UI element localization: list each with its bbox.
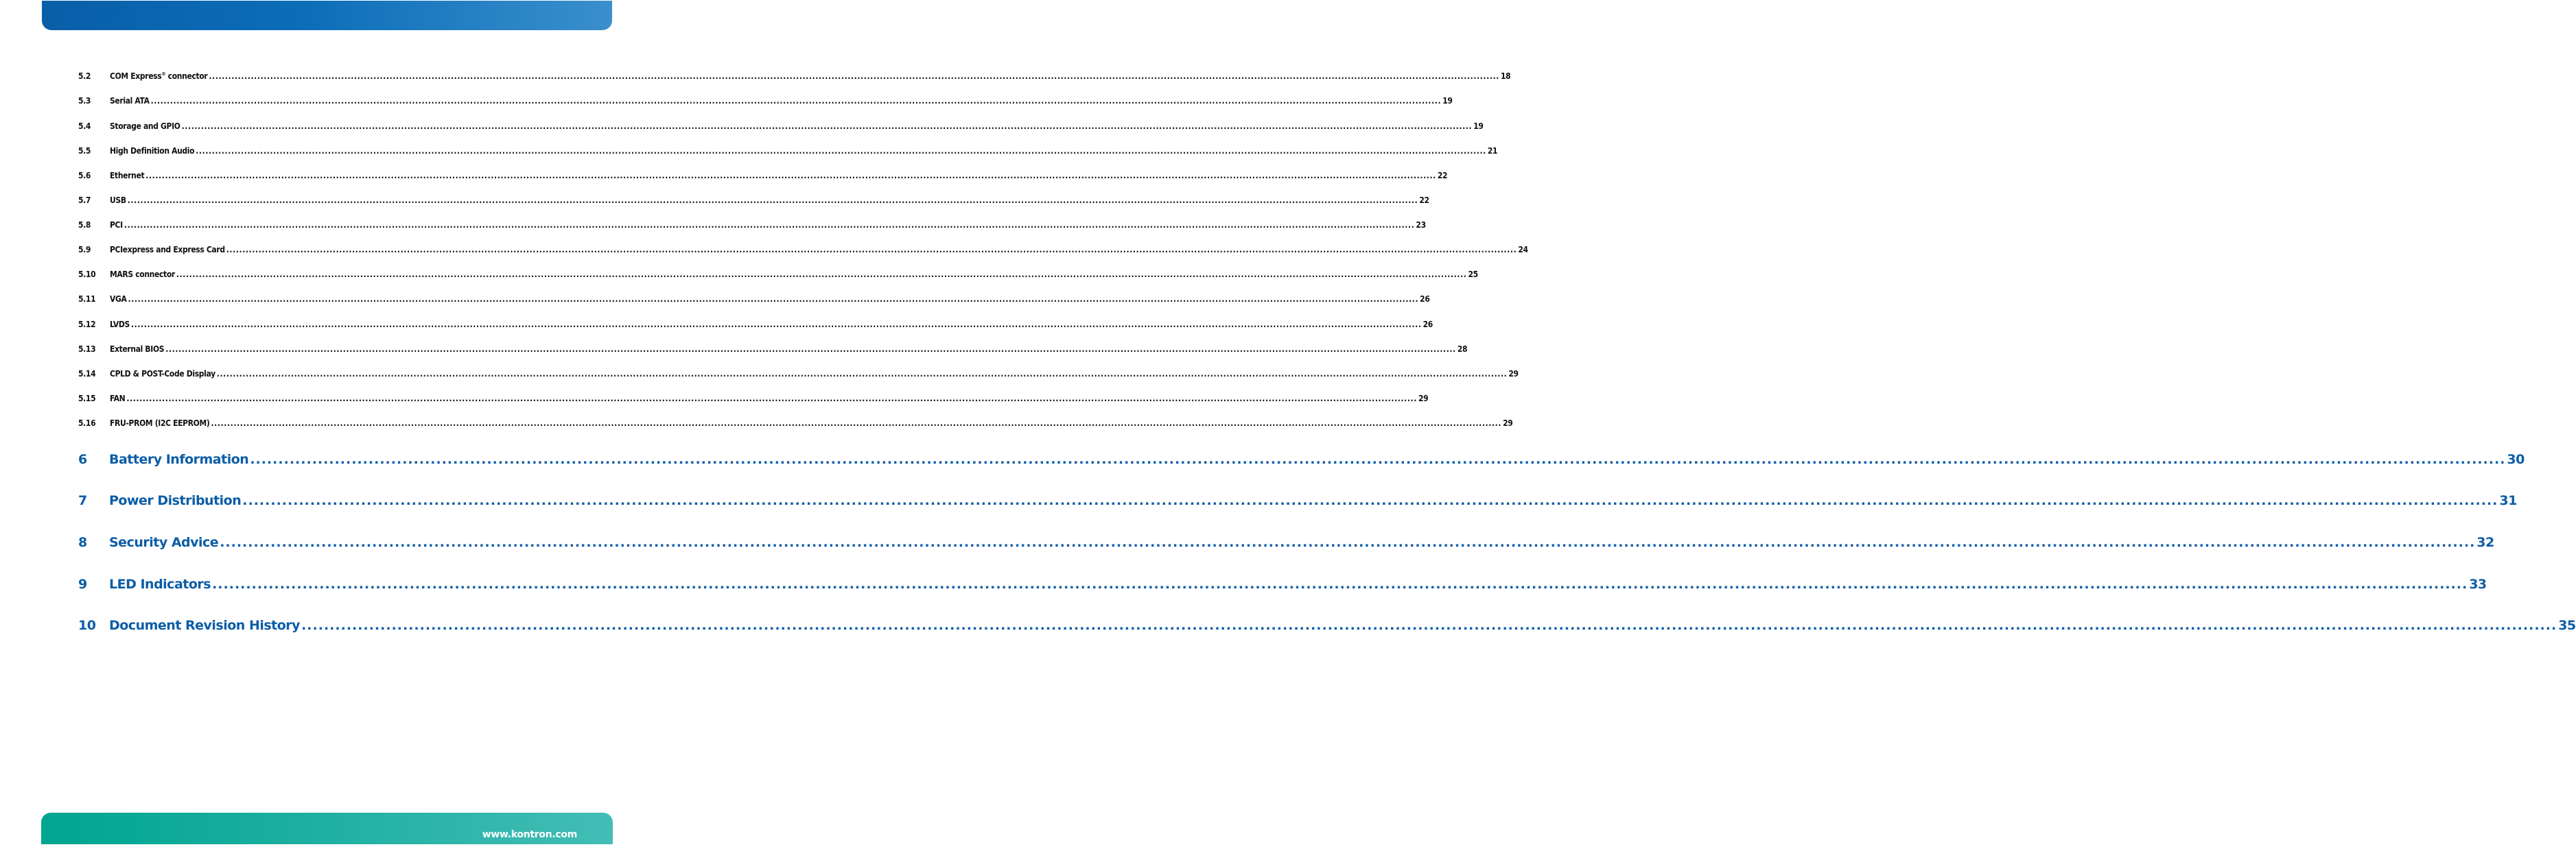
toc-entry-page-number: 29	[1418, 394, 1429, 403]
toc-subsection-entry[interactable]	[78, 96, 1453, 107]
dot-leader: ................................................................................................................................................................................................................................................................................................................................................................................................................	[128, 294, 1419, 304]
toc-entry-page-number: 26	[1422, 320, 1433, 329]
toc-entry-number: 5.10	[78, 270, 96, 279]
dot-leader: ................................................................................................................................................................................................................................................................................................................................................................................................................	[124, 220, 1415, 230]
dot-leader: ................................................................................................................................................................................................................................................................................................................................................................................................................	[220, 535, 2476, 550]
toc-entry-number: 5.4	[78, 121, 91, 131]
dot-leader: ................................................................................................................................................................................................................................................................................................................................................................................................................	[130, 320, 1422, 329]
dot-leader: ................................................................................................................................................................................................................................................................................................................................................................................................................	[250, 452, 2506, 467]
toc-entry-title-text: USB	[110, 195, 126, 205]
toc-entry-title	[109, 577, 212, 592]
dot-leader: ................................................................................................................................................................................................................................................................................................................................................................................................................	[301, 618, 2557, 633]
toc-entry-page-number: 23	[1416, 220, 1426, 230]
dot-leader: ................................................................................................................................................................................................................................................................................................................................................................................................................	[126, 394, 1417, 403]
toc-subsection-entry[interactable]	[78, 294, 1430, 305]
toc-entry-title-text: CPLD & POST-Code Display	[110, 369, 215, 379]
dot-leader: ................................................................................................................................................................................................................................................................................................................................................................................................................	[226, 245, 1517, 254]
toc-subsection-entry[interactable]	[78, 418, 1513, 429]
toc-entry-number: 5.15	[78, 394, 96, 403]
toc-entry-title-text: VGA	[110, 294, 127, 304]
toc-entry-title-text: Storage and GPIO	[110, 121, 180, 131]
toc-entry-number: 5.9	[78, 245, 91, 254]
toc-entry-number: 5.7	[78, 195, 91, 205]
dot-leader: ................................................................................................................................................................................................................................................................................................................................................................................................................	[181, 121, 1473, 131]
dot-leader: ................................................................................................................................................................................................................................................................................................................................................................................................................	[209, 71, 1499, 81]
toc-entry-page-number: 35	[2558, 618, 2576, 633]
toc-entry-title-text: FAN	[110, 394, 126, 403]
footer-url-link[interactable]: www.kontron.com	[482, 829, 577, 840]
toc-entry-number: 5.3	[78, 96, 91, 106]
toc-entry-number: 5.2	[78, 71, 91, 81]
toc-entry-page-number: 25	[1468, 270, 1478, 279]
toc-entry-title	[110, 195, 128, 205]
toc-entry-title-text: Ethernet	[110, 171, 145, 180]
toc-subsection-entry[interactable]	[78, 220, 1426, 231]
toc-entry-page-number: 22	[1419, 195, 1429, 205]
toc-entry-title	[110, 344, 165, 354]
toc-entry-page-number: 24	[1518, 245, 1528, 254]
toc-subsection-entry[interactable]	[78, 245, 1528, 256]
dot-leader: ................................................................................................................................................................................................................................................................................................................................................................................................................	[150, 96, 1442, 106]
toc-subsection-entry[interactable]	[78, 171, 1448, 182]
toc-entry-title-text: Battery Information	[109, 452, 249, 467]
toc-subsection-entry[interactable]	[78, 320, 1433, 331]
toc-chapter-entry[interactable]	[78, 577, 2487, 595]
toc-entry-number: 5.8	[78, 220, 91, 230]
toc-subsection-entry[interactable]	[78, 344, 1468, 355]
toc-entry-page-number: 30	[2507, 452, 2525, 467]
header-banner	[42, 1, 612, 30]
toc-entry-title	[110, 369, 217, 379]
toc-subsection-entry[interactable]	[78, 270, 1478, 281]
toc-subsection-entry[interactable]	[78, 146, 1498, 157]
toc-entry-number: 5.12	[78, 320, 96, 329]
toc-entry-number: 8	[78, 535, 87, 550]
toc-entry-title-text: MARS connector	[110, 270, 175, 279]
dot-leader: ................................................................................................................................................................................................................................................................................................................................................................................................................	[127, 195, 1418, 205]
toc-entry-title-text: PCIexpress and Express Card	[110, 245, 225, 254]
toc-entry-title	[110, 294, 128, 304]
toc-entry-title	[110, 146, 196, 156]
dot-leader: ................................................................................................................................................................................................................................................................................................................................................................................................................	[212, 577, 2468, 592]
toc-entry-number: 10	[78, 618, 96, 633]
toc-chapter-entry[interactable]	[78, 618, 2576, 636]
toc-entry-title	[110, 220, 124, 230]
toc-chapter-entry[interactable]	[78, 535, 2494, 553]
toc-subsection-entry[interactable]	[78, 71, 1511, 82]
toc-entry-title-suffix: connector	[165, 71, 208, 81]
toc-entry-title	[110, 96, 151, 106]
toc-entry-title-text: FRU-PROM (I2C EEPROM)	[110, 418, 210, 428]
toc-entry-title-text: LVDS	[110, 320, 130, 329]
toc-entry-title	[110, 394, 126, 403]
toc-entry-number: 9	[78, 577, 87, 592]
dot-leader: ................................................................................................................................................................................................................................................................................................................................................................................................................	[176, 270, 1467, 279]
toc-entry-title	[109, 493, 242, 508]
toc-entry-title-text: External BIOS	[110, 344, 165, 354]
toc-entry-number: 6	[78, 452, 87, 467]
toc-entry-title-text: Security Advice	[109, 535, 219, 550]
toc-entry-title-text: LED Indicators	[109, 577, 211, 592]
registered-trademark-mark: ®	[161, 71, 166, 77]
toc-entry-number: 5.16	[78, 418, 96, 428]
toc-entry-page-number: 18	[1500, 71, 1511, 81]
toc-entry-title	[109, 452, 250, 467]
toc-entry-page-number: 22	[1437, 171, 1448, 180]
toc-entry-number: 5.5	[78, 146, 91, 156]
dot-leader: ................................................................................................................................................................................................................................................................................................................................................................................................................	[211, 418, 1502, 428]
toc-entry-page-number: 33	[2469, 577, 2487, 592]
toc-chapter-entry[interactable]	[78, 493, 2517, 511]
toc-entry-title	[110, 121, 182, 131]
toc-entry-page-number: 21	[1487, 146, 1498, 156]
toc-entry-title-text: Power Distribution	[109, 493, 242, 508]
toc-entry-title	[110, 270, 176, 279]
toc-chapter-entry[interactable]	[78, 452, 2525, 470]
dot-leader: ................................................................................................................................................................................................................................................................................................................................................................................................................	[165, 344, 1456, 354]
toc-entry-title	[110, 171, 145, 180]
toc-entry-title	[110, 245, 226, 254]
toc-entry-number: 5.13	[78, 344, 96, 354]
toc-subsection-entry[interactable]	[78, 121, 1484, 132]
toc-entry-page-number: 29	[1503, 418, 1513, 428]
toc-entry-title-text: PCI	[110, 220, 123, 230]
toc-entry-title-text: High Definition Audio	[110, 146, 195, 156]
toc-entry-number: 5.11	[78, 294, 96, 304]
toc-entry-page-number: 28	[1457, 344, 1468, 354]
toc-entry-page-number: 31	[2499, 493, 2517, 508]
toc-entry-number: 7	[78, 493, 87, 508]
dot-leader: ................................................................................................................................................................................................................................................................................................................................................................................................................	[145, 171, 1436, 180]
toc-entry-page-number: 19	[1442, 96, 1453, 106]
dot-leader: ................................................................................................................................................................................................................................................................................................................................................................................................................	[216, 369, 1508, 379]
toc-entry-title	[109, 535, 220, 550]
toc-entry-title	[110, 418, 211, 428]
dot-leader: ................................................................................................................................................................................................................................................................................................................................................................................................................	[196, 146, 1486, 156]
toc-entry-number: 5.6	[78, 171, 91, 180]
toc-entry-page-number: 29	[1508, 369, 1519, 379]
toc-subsection-entry[interactable]	[78, 369, 1519, 380]
toc-entry-page-number: 32	[2477, 535, 2494, 550]
toc-entry-title-text: COM Express	[110, 71, 162, 81]
toc-entry-page-number: 19	[1473, 121, 1484, 131]
toc-entry-title	[110, 71, 209, 81]
toc-entry-title-text: Serial ATA	[110, 96, 150, 106]
toc-entry-title	[110, 320, 131, 329]
dot-leader: ................................................................................................................................................................................................................................................................................................................................................................................................................	[242, 493, 2498, 508]
toc-entry-title-text: Document Revision History	[109, 618, 301, 633]
toc-subsection-entry[interactable]	[78, 394, 1429, 405]
toc-entry-title	[109, 618, 301, 633]
toc-entry-page-number: 26	[1420, 294, 1430, 304]
toc-subsection-entry[interactable]	[78, 195, 1429, 206]
toc-entry-number: 5.14	[78, 369, 96, 379]
footer-banner	[41, 813, 613, 844]
